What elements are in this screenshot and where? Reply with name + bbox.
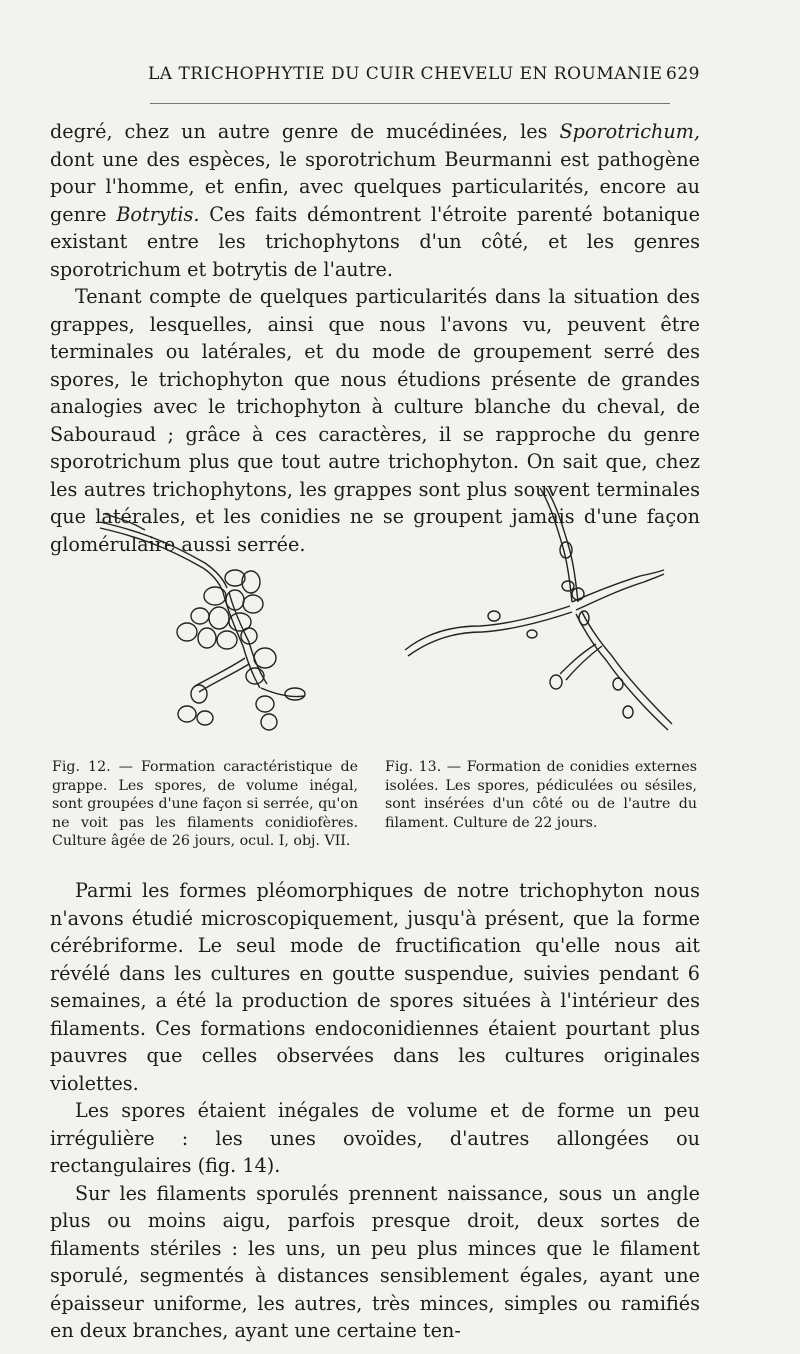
paragraph-3: Parmi les formes pléomorphiques de notre trichophyton nous n'avons étudié microscopiquement, jusqu'à présent, que la forme cérébriforme. Le seul mode de fructification qu'elle nous ait révélé dans les cultures en goutte suspendue, suivies pendant 6 semaines, a été la production de spores situées à l'intérieur des filaments. Ces formations endoconidiennes étaient pourtant plus pauvres que celles observées dans les cultures originales violettes.	[50, 879, 700, 1095]
running-title: LA TRICHOPHYTIE DU CUIR CHEVELU EN ROUMANIE	[148, 64, 663, 84]
paragraph-1: degré, chez un autre genre de mucédinées, les Sporotrichum, dont une des espèces, le sporotrichum Beurmanni est pathogène pour l'homme, et enfin, avec quelques particularités, encore au genre Botrytis. Ces faits démontrent l'étroite parenté botanique existant entre les trichophytons d'un côté, et les genres sporotrichum et botrytis de l'autre.	[50, 120, 701, 281]
figure-13-illustration	[400, 484, 700, 746]
bottom-text-block	[50, 877, 700, 1345]
paragraph-5: Sur les filaments sporulés prennent naissance, sous un angle plus ou moins aigu, parfois presque droit, deux sortes de filaments stériles : les uns, un peu plus minces que le filament sporulé, segmentés à distances sensiblement égales, ayant une épaisseur uniforme, les autres, très minces, simples ou ramifiés en deux branches, ayant une certaine ten-	[50, 1181, 700, 1342]
italic-genus-botrytis: Botrytis.	[116, 202, 200, 226]
paragraph-4: Les spores étaient inégales de volume et de forme un peu irrégulière : les unes ovoïdes, d'autres allongées ou rectangulaires (fig. 14).	[50, 1099, 700, 1177]
header-rule	[150, 103, 670, 104]
figure-12-illustration	[95, 508, 325, 740]
figure-12-caption: Fig. 12. — Formation caractéristique de grappe. Les spores, de volume inégal, sont groupées d'une façon si serrée, qu'on ne voit pas les filaments conidiofères. Culture âgée de 26 jours, ocul. I, obj. VII.	[52, 759, 358, 850]
running-header	[50, 64, 700, 94]
figure-13-caption: Fig. 13. — Formation de conidies externes isolées. Les spores, pédiculées ou sésiles, sont insérées d'un côté ou de l'autre du filament. Culture de 22 jours.	[385, 759, 697, 831]
italic-genus-sporotrichum: Sporotrichum,	[559, 120, 700, 143]
page-number: 629	[666, 64, 700, 84]
paragraph-2: Tenant compte de quelques particularités dans la situation des grappes, lesquelles, ainsi que nous l'avons vu, peuvent être terminales ou latérales, et du mode de groupement serré des spores, le trichophyton que nous étudions présente de grandes analogies avec le trichophyton à culture blanche du cheval, de Sabouraud ; grâce à ces caractères, il se rapproche du genre sporotrichum plus que tout autre trichophyton. On sait que, chez les autres trichophytons, les grappes sont plus souvent terminales que latérales, et les conidies ne se groupent jamais d'une façon glomérulaire aussi serrée.	[50, 285, 700, 556]
